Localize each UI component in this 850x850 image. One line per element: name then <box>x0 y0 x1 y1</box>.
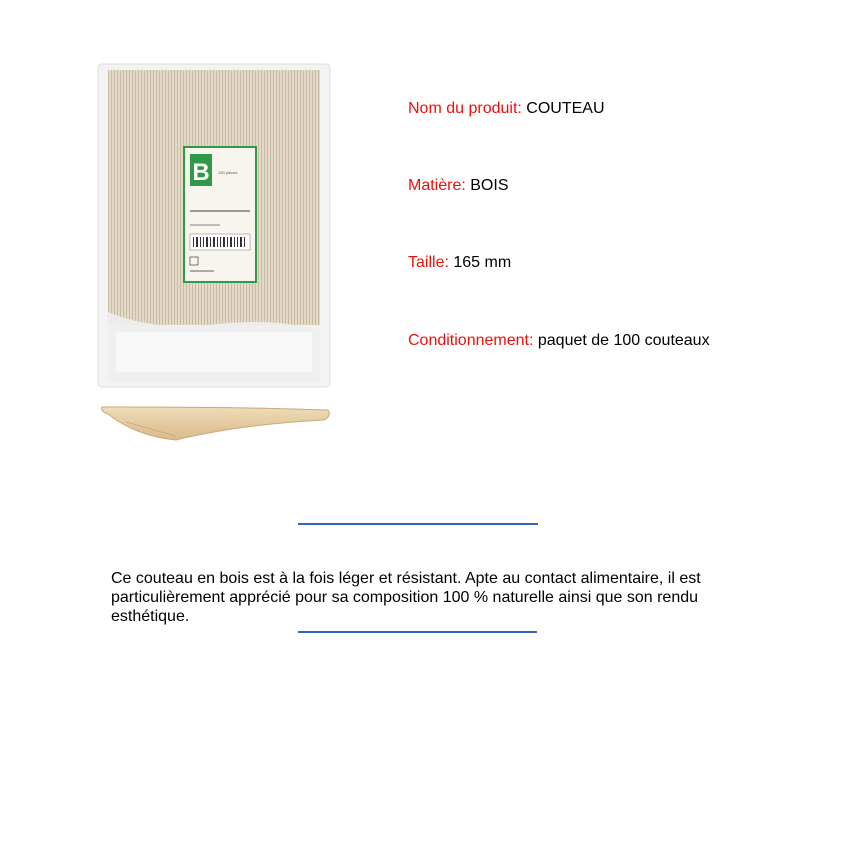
divider-bottom <box>298 631 537 633</box>
spec-value: paquet de 100 couteaux <box>537 332 710 349</box>
wooden-knife <box>102 407 330 440</box>
spec-label: Taille: <box>408 254 449 271</box>
brand-logo: B <box>192 159 210 186</box>
spec-product-name <box>408 99 605 119</box>
spec-value: COUTEAU <box>526 100 605 117</box>
spec-label: Nom du produit: <box>408 100 522 117</box>
product-description: Ce couteau en bois est à la fois léger et résistant. Apte au contact alimentaire, il est particulièrement apprécié pour sa composition 100 % naturelle ainsi que son rendu esthétique. <box>111 570 701 625</box>
product-photo <box>96 62 336 442</box>
package-count: 100 pièces <box>218 170 238 175</box>
spec-value: BOIS <box>470 177 509 194</box>
package-label <box>184 147 256 282</box>
spec-label: Conditionnement: <box>408 332 534 349</box>
spec-packaging <box>408 331 710 351</box>
spec-value: 165 mm <box>453 254 512 271</box>
spec-label: Matière: <box>408 177 466 194</box>
divider-top <box>298 523 538 525</box>
spec-material <box>408 176 508 196</box>
spec-size <box>408 253 511 273</box>
